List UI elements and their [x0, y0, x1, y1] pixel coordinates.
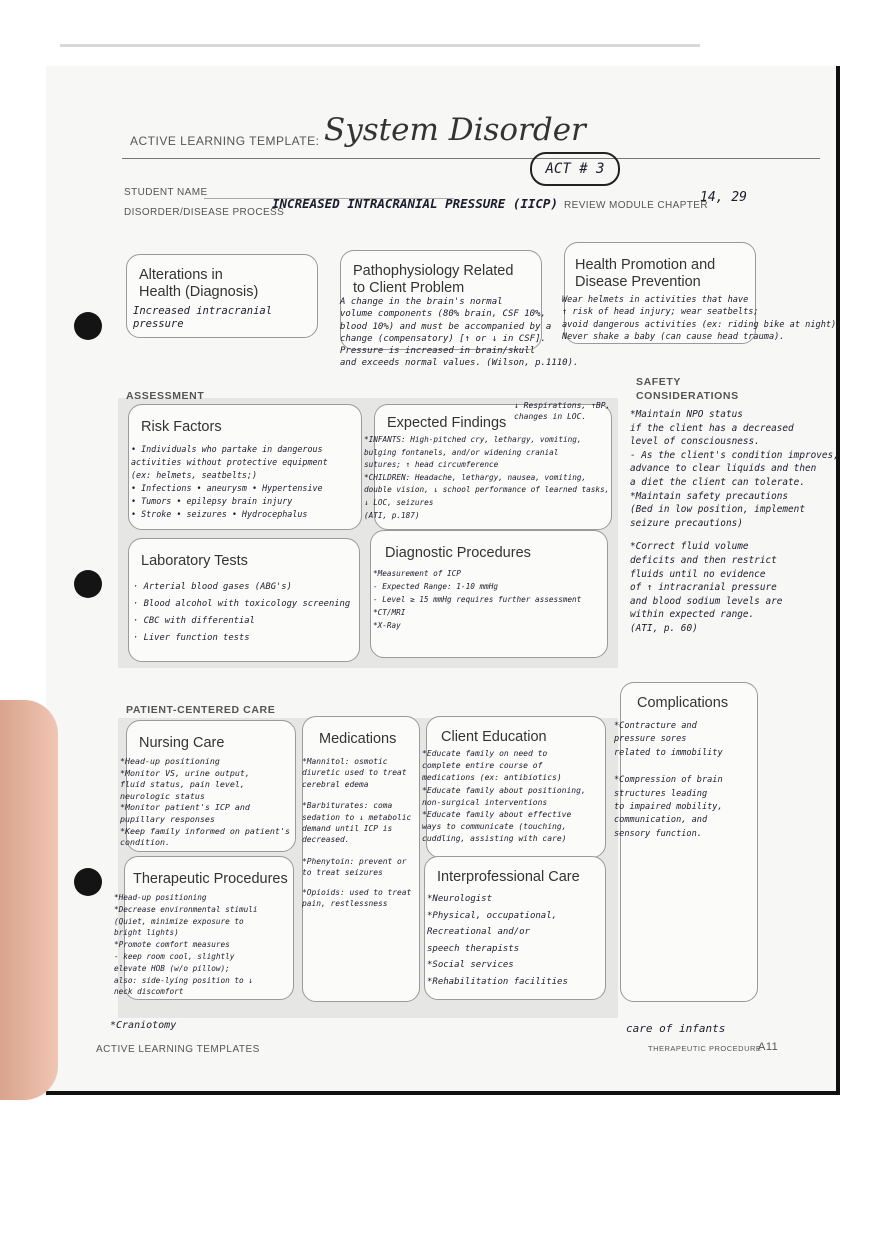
interprofessional-text	[427, 891, 568, 990]
text-line: changes in LOC.	[514, 412, 587, 421]
text-line: - keep room cool, slightly	[114, 951, 235, 961]
text-line: A change in the brain's normal	[340, 297, 503, 307]
safety-title-2: CONSIDERATIONS	[636, 390, 739, 402]
text-line: *Keep family informed on patient's	[120, 825, 290, 836]
text-line: *Social services	[427, 960, 514, 970]
text-line: advance to clear liquids and then	[630, 463, 817, 475]
client-education-title: Client Education	[441, 729, 547, 745]
review-module-label: REVIEW MODULE CHAPTER	[564, 200, 708, 211]
text-line: sedation to ↓ metabolic	[302, 812, 412, 822]
text-line: non-surgical interventions	[422, 797, 548, 807]
text-line: - Expected Range: 1-10 mmHg	[373, 582, 498, 591]
text-line: complete entire course of	[422, 761, 543, 771]
text-line: elevate HOB (w/o pillow);	[114, 963, 230, 973]
text-line: *CHILDREN: Headache, lethargy, nausea, vomiting,	[364, 472, 587, 482]
text-line: double vision, ↓ school performance of learned tasks,	[364, 485, 610, 495]
thumb-shadow	[0, 700, 58, 1100]
text-line: *Correct fluid volume	[630, 541, 749, 553]
craniotomy-note: *Craniotomy	[110, 1020, 177, 1031]
footer-left-label: ACTIVE LEARNING TEMPLATES	[96, 1044, 260, 1055]
text-line: diuretic used to treat	[302, 768, 407, 778]
text-line: within expected range.	[630, 609, 755, 621]
text-line: activities without protective equipment	[131, 457, 328, 467]
page-title: System Disorder	[324, 112, 586, 148]
assessment-section-label: ASSESSMENT	[126, 390, 205, 402]
text-line: neurologic status	[120, 790, 205, 801]
care-section-label: PATIENT-CENTERED CARE	[126, 704, 276, 716]
medications-title: Medications	[319, 731, 397, 747]
text-line: a diet the client can tolerate.	[630, 476, 805, 488]
text-line: · CBC with differential	[133, 616, 255, 626]
text-line: to impaired mobility,	[614, 802, 723, 813]
text-line: Wear helmets in activities that have	[562, 295, 749, 305]
text-line	[302, 790, 411, 800]
text-line: Recreational and/or	[427, 927, 530, 937]
diagnostic-text	[373, 567, 581, 632]
text-line: pupillary responses	[120, 813, 215, 824]
text-line: sutures; ↑ head circumference	[364, 460, 499, 470]
text-line: deficits and then restrict	[630, 554, 777, 566]
text-line: *Mannitol: osmotic	[302, 757, 388, 766]
diagnostic-title: Diagnostic Procedures	[385, 545, 531, 561]
review-module-value: 14, 29	[700, 190, 747, 205]
interprofessional-title: Interprofessional Care	[437, 869, 580, 885]
text-line: Pressure is increased in brain/skull	[340, 346, 536, 357]
text-line: *Barbiturates: coma	[302, 801, 393, 811]
risk-factors-title: Risk Factors	[141, 419, 222, 435]
text-line: volume components (80% brain, CSF 10%,	[340, 309, 546, 320]
text-line: avoid dangerous activities (ex: riding bike at night);	[562, 319, 842, 330]
text-line: change (compensatory) [↑ or ↓ in CSF].	[340, 333, 546, 344]
text-line: (Bed in low position, implement	[630, 504, 805, 516]
text-line: pressure sores	[614, 734, 687, 745]
text-line: bulging fontanels, and/or widening cranial	[364, 447, 559, 457]
punch-hole-bottom	[74, 868, 102, 896]
text-line: *Promote comfort measures	[114, 940, 230, 950]
text-line: ↑ risk of head injury; wear seatbelts;	[562, 307, 759, 318]
text-line: Increased intracranial	[133, 305, 273, 317]
text-line: structures leading	[614, 788, 708, 799]
text-line: *Maintain safety precautions	[630, 490, 789, 502]
text-line: and exceeds normal values. (Wilson, p.1110).	[340, 358, 579, 369]
text-line	[302, 879, 411, 887]
text-line: *Educate family about positioning,	[422, 785, 586, 795]
alterations-text	[133, 305, 272, 330]
text-line: of ↑ intracranial pressure	[630, 582, 777, 594]
text-line: *Contracture and	[614, 721, 697, 731]
text-line: (ATI, p. 60)	[630, 622, 698, 634]
text-line: medications (ex: antibiotics)	[422, 773, 562, 783]
text-line: *Monitor patient's ICP and	[120, 802, 250, 813]
text-line: ↓ LOC, seizures	[364, 497, 434, 507]
text-line: fluids until no evidence	[630, 568, 766, 580]
text-line: related to immobility	[614, 747, 723, 758]
text-line: condition.	[120, 837, 170, 848]
alterations-title-1: Alterations in	[139, 267, 223, 283]
text-line: bright lights)	[114, 928, 179, 938]
text-line: neck discomfort	[114, 987, 184, 997]
text-line: *X-Ray	[373, 621, 401, 630]
text-line: *Educate family about effective	[422, 810, 572, 820]
text-line: *CT/MRI	[373, 608, 406, 617]
punch-hole-top	[74, 312, 102, 340]
interprofessional-care-box	[424, 856, 606, 1000]
text-line: communication, and	[614, 815, 708, 826]
text-line: · Liver function tests	[133, 633, 250, 643]
diagnostic-procedures-box	[370, 530, 608, 658]
disorder-value: INCREASED INTRACRANIAL PRESSURE (IICP)	[272, 196, 558, 211]
expected-findings-annotation	[514, 400, 610, 422]
text-line: • Stroke • seizures • Hydrocephalus	[131, 509, 308, 519]
text-line: *Rehabilitation facilities	[427, 976, 568, 987]
page-number: A11	[758, 1041, 779, 1053]
handwritten-footer-note: care of infants	[626, 1022, 726, 1035]
scan-edge	[60, 44, 700, 47]
risk-factors-box	[128, 404, 362, 530]
text-line: fluid status, pain level,	[120, 779, 245, 790]
text-line: *Phenytoin: prevent or	[302, 856, 407, 866]
nursing-care-title: Nursing Care	[139, 735, 225, 751]
disorder-label: DISORDER/DISEASE PROCESS	[124, 207, 285, 218]
nursing-care-text	[120, 756, 290, 849]
safety-text	[630, 408, 839, 636]
text-line: (ATI, p.187)	[364, 510, 420, 520]
client-education-text	[422, 748, 586, 846]
text-line: - Level ≥ 15 mmHg requires further assessment	[373, 595, 582, 604]
text-line: *Neurologist	[427, 894, 493, 904]
medications-text	[302, 756, 411, 909]
text-line: *Monitor VS, urine output,	[120, 767, 250, 778]
safety-title-1: SAFETY	[636, 376, 682, 388]
text-line: - As the client's condition improves,	[630, 449, 839, 461]
alterations-box	[126, 254, 318, 338]
health-title-1: Health Promotion and	[575, 257, 716, 273]
pathophysiology-text	[340, 296, 578, 370]
text-line: sensory function.	[614, 828, 702, 839]
text-line: seizure precautions)	[630, 517, 743, 529]
text-line: ↓ Respirations, ↑BP,	[514, 401, 611, 410]
text-line	[302, 846, 411, 856]
text-line: *Educate family on need to	[422, 749, 548, 758]
text-line	[630, 530, 839, 540]
complications-text	[614, 720, 723, 841]
text-line: ways to communicate (touching,	[422, 822, 567, 832]
text-line: · Arterial blood gases (ABG's)	[133, 582, 292, 592]
expected-findings-title: Expected Findings	[387, 415, 507, 431]
text-line: (ex: helmets, seatbelts;)	[131, 470, 258, 480]
act-number-badge: ACT # 3	[530, 152, 620, 186]
text-line: *Compression of brain	[614, 775, 723, 786]
text-line: level of consciousness.	[630, 436, 760, 448]
text-line: blood 10%) and must be accompanied by a	[340, 321, 552, 332]
text-line: cuddling, assisting with care)	[422, 834, 567, 844]
template-label: ACTIVE LEARNING TEMPLATE:	[130, 134, 320, 148]
text-line: *INFANTS: High-pitched cry, lethargy, vomiting,	[364, 435, 582, 444]
text-line: *Opioids: used to treat	[302, 887, 412, 897]
patho-title-1: Pathophysiology Related	[353, 263, 514, 279]
therapeutic-text	[114, 892, 257, 998]
therapeutic-title: Therapeutic Procedures	[133, 871, 288, 887]
text-line: • Tumors • epilepsy brain injury	[131, 496, 293, 506]
text-line: *Physical, occupational,	[427, 910, 558, 921]
text-line	[614, 760, 723, 774]
text-line: pain, restlessness	[302, 899, 388, 909]
text-line: Never shake a baby (can cause head trauma).	[562, 331, 785, 342]
text-line: if the client has a decreased	[630, 422, 794, 434]
text-line: decreased.	[302, 835, 350, 845]
text-line: (Quiet, minimize exposure to	[114, 916, 244, 926]
expected-findings-text	[364, 434, 609, 522]
text-line: and blood sodium levels are	[630, 595, 783, 607]
risk-factors-text	[131, 443, 328, 521]
text-line: *Maintain NPO status	[630, 409, 743, 420]
patho-title-2: to Client Problem	[353, 280, 465, 296]
footer-right-label: THERAPEUTIC PROCEDURE	[648, 1044, 762, 1053]
text-line: *Head-up positioning	[114, 893, 207, 902]
text-line: speech therapists	[427, 943, 520, 954]
lab-tests-text	[133, 579, 350, 647]
text-line: pressure	[133, 317, 184, 330]
health-title-2: Disease Prevention	[575, 274, 701, 290]
text-line: *Decrease environmental stimuli	[114, 904, 258, 914]
text-line: *Measurement of ICP	[373, 569, 461, 578]
text-line: · Blood alcohol with toxicology screening	[133, 599, 351, 609]
text-line: cerebral edema	[302, 779, 369, 789]
student-name-label: STUDENT NAME	[124, 187, 208, 198]
lab-tests-title: Laboratory Tests	[141, 553, 248, 569]
text-line: *Head-up positioning	[120, 756, 220, 766]
laboratory-tests-box	[128, 538, 360, 662]
text-line: to treat seizures	[302, 868, 383, 878]
text-line: also: side-lying position to ↓	[114, 975, 253, 985]
text-line: demand until ICP is	[302, 824, 393, 834]
punch-hole-middle	[74, 570, 102, 598]
complications-title: Complications	[637, 695, 729, 711]
text-line: • Infections • aneurysm • Hypertensive	[131, 483, 323, 493]
header-rule	[122, 158, 820, 159]
alterations-title-2: Health (Diagnosis)	[139, 284, 259, 300]
text-line: • Individuals who partake in dangerous	[131, 444, 323, 454]
health-promotion-text	[562, 294, 841, 343]
